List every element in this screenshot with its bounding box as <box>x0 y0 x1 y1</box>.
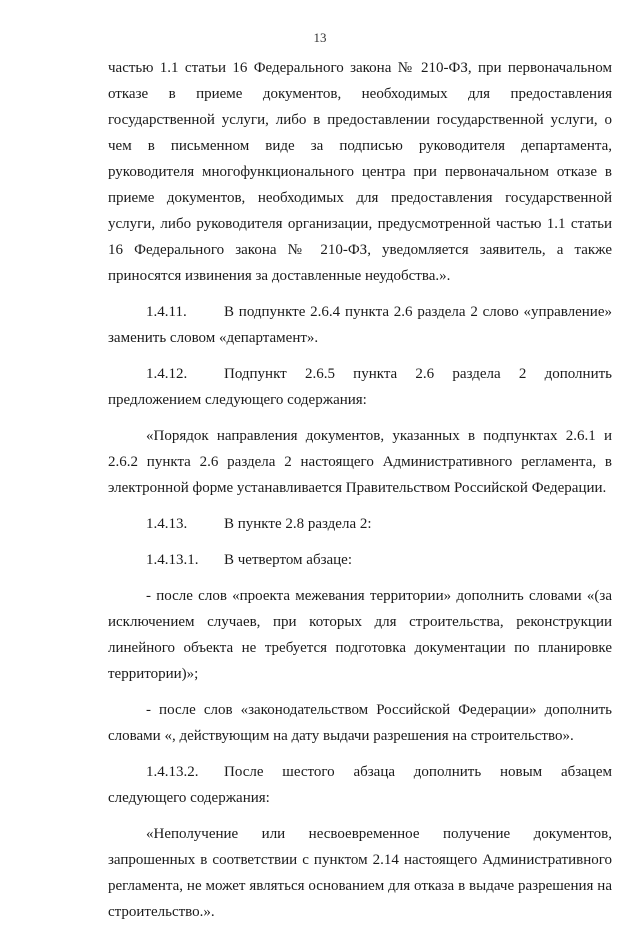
paragraph-text: «Порядок направления документов, указанных в подпунктах 2.6.1 и 2.6.2 пункта 2.6 раздела 2 настоящего Административного регламента, в электронной форме устанавливается Правительством Российской Федерации. <box>108 428 612 496</box>
item-text: После шестого абзаца дополнить новым абзацем следующего содержания: <box>108 764 612 806</box>
document-body <box>108 55 612 935</box>
item-text: В четвертом абзаце: <box>224 552 353 568</box>
item-number: 1.4.13. <box>146 516 188 532</box>
page-number: 13 <box>313 30 327 45</box>
numbered-item <box>108 299 612 351</box>
numbered-item <box>108 547 612 573</box>
item-number: 1.4.13.1. <box>146 552 199 568</box>
dash-paragraph <box>108 697 612 749</box>
item-text: В пункте 2.8 раздела 2: <box>224 516 372 532</box>
numbered-item <box>108 759 612 811</box>
item-number: 1.4.12. <box>146 366 188 382</box>
item-number: 1.4.11. <box>146 304 187 320</box>
quoted-paragraph <box>108 423 612 501</box>
item-text: В подпункте 2.6.4 пункта 2.6 раздела 2 слово «управление» заменить словом «департамент». <box>108 304 612 346</box>
paragraph-text: частью 1.1 статьи 16 Федерального закона № 210-ФЗ, при первоначальном отказе в приеме документов, необходимых для предоставления государственной услуги, либо в предоставлении государственной услуги, о чем в письменном виде за подписью руководителя департамента, руководителя многофункционального центра при первоначальном отказе в приеме документов, необходимых для предоставления государственной услуги, либо руководителя организации, предусмотренной частью 1.1 статьи 16 Федерального закона № 210-ФЗ, уведомляется заявитель, а также приносятся извинения за доставленные неудобства.». <box>108 60 612 284</box>
item-number: 1.4.13.2. <box>146 764 199 780</box>
item-text: Подпункт 2.6.5 пункта 2.6 раздела 2 дополнить предложением следующего содержания: <box>108 366 612 408</box>
paragraph-continuation <box>108 55 612 289</box>
numbered-item <box>108 511 612 537</box>
quoted-paragraph <box>108 821 612 925</box>
numbered-item <box>108 361 612 413</box>
paragraph-text: - после слов «законодательством Российской Федерации» дополнить словами «, действующим на дату выдачи разрешения на строительство». <box>108 702 612 744</box>
paragraph-text: - после слов «проекта межевания территории» дополнить словами «(за исключением случаев, при которых для строительства, реконструкции линейного объекта не требуется подготовка документации по планировке территории)»; <box>108 588 612 682</box>
paragraph-text: «Неполучение или несвоевременное получение документов, запрошенных в соответствии с пунктом 2.14 настоящего Административного регламента, не может являться основанием для отказа в выдаче разрешения на строительство.». <box>108 826 612 920</box>
dash-paragraph <box>108 583 612 687</box>
